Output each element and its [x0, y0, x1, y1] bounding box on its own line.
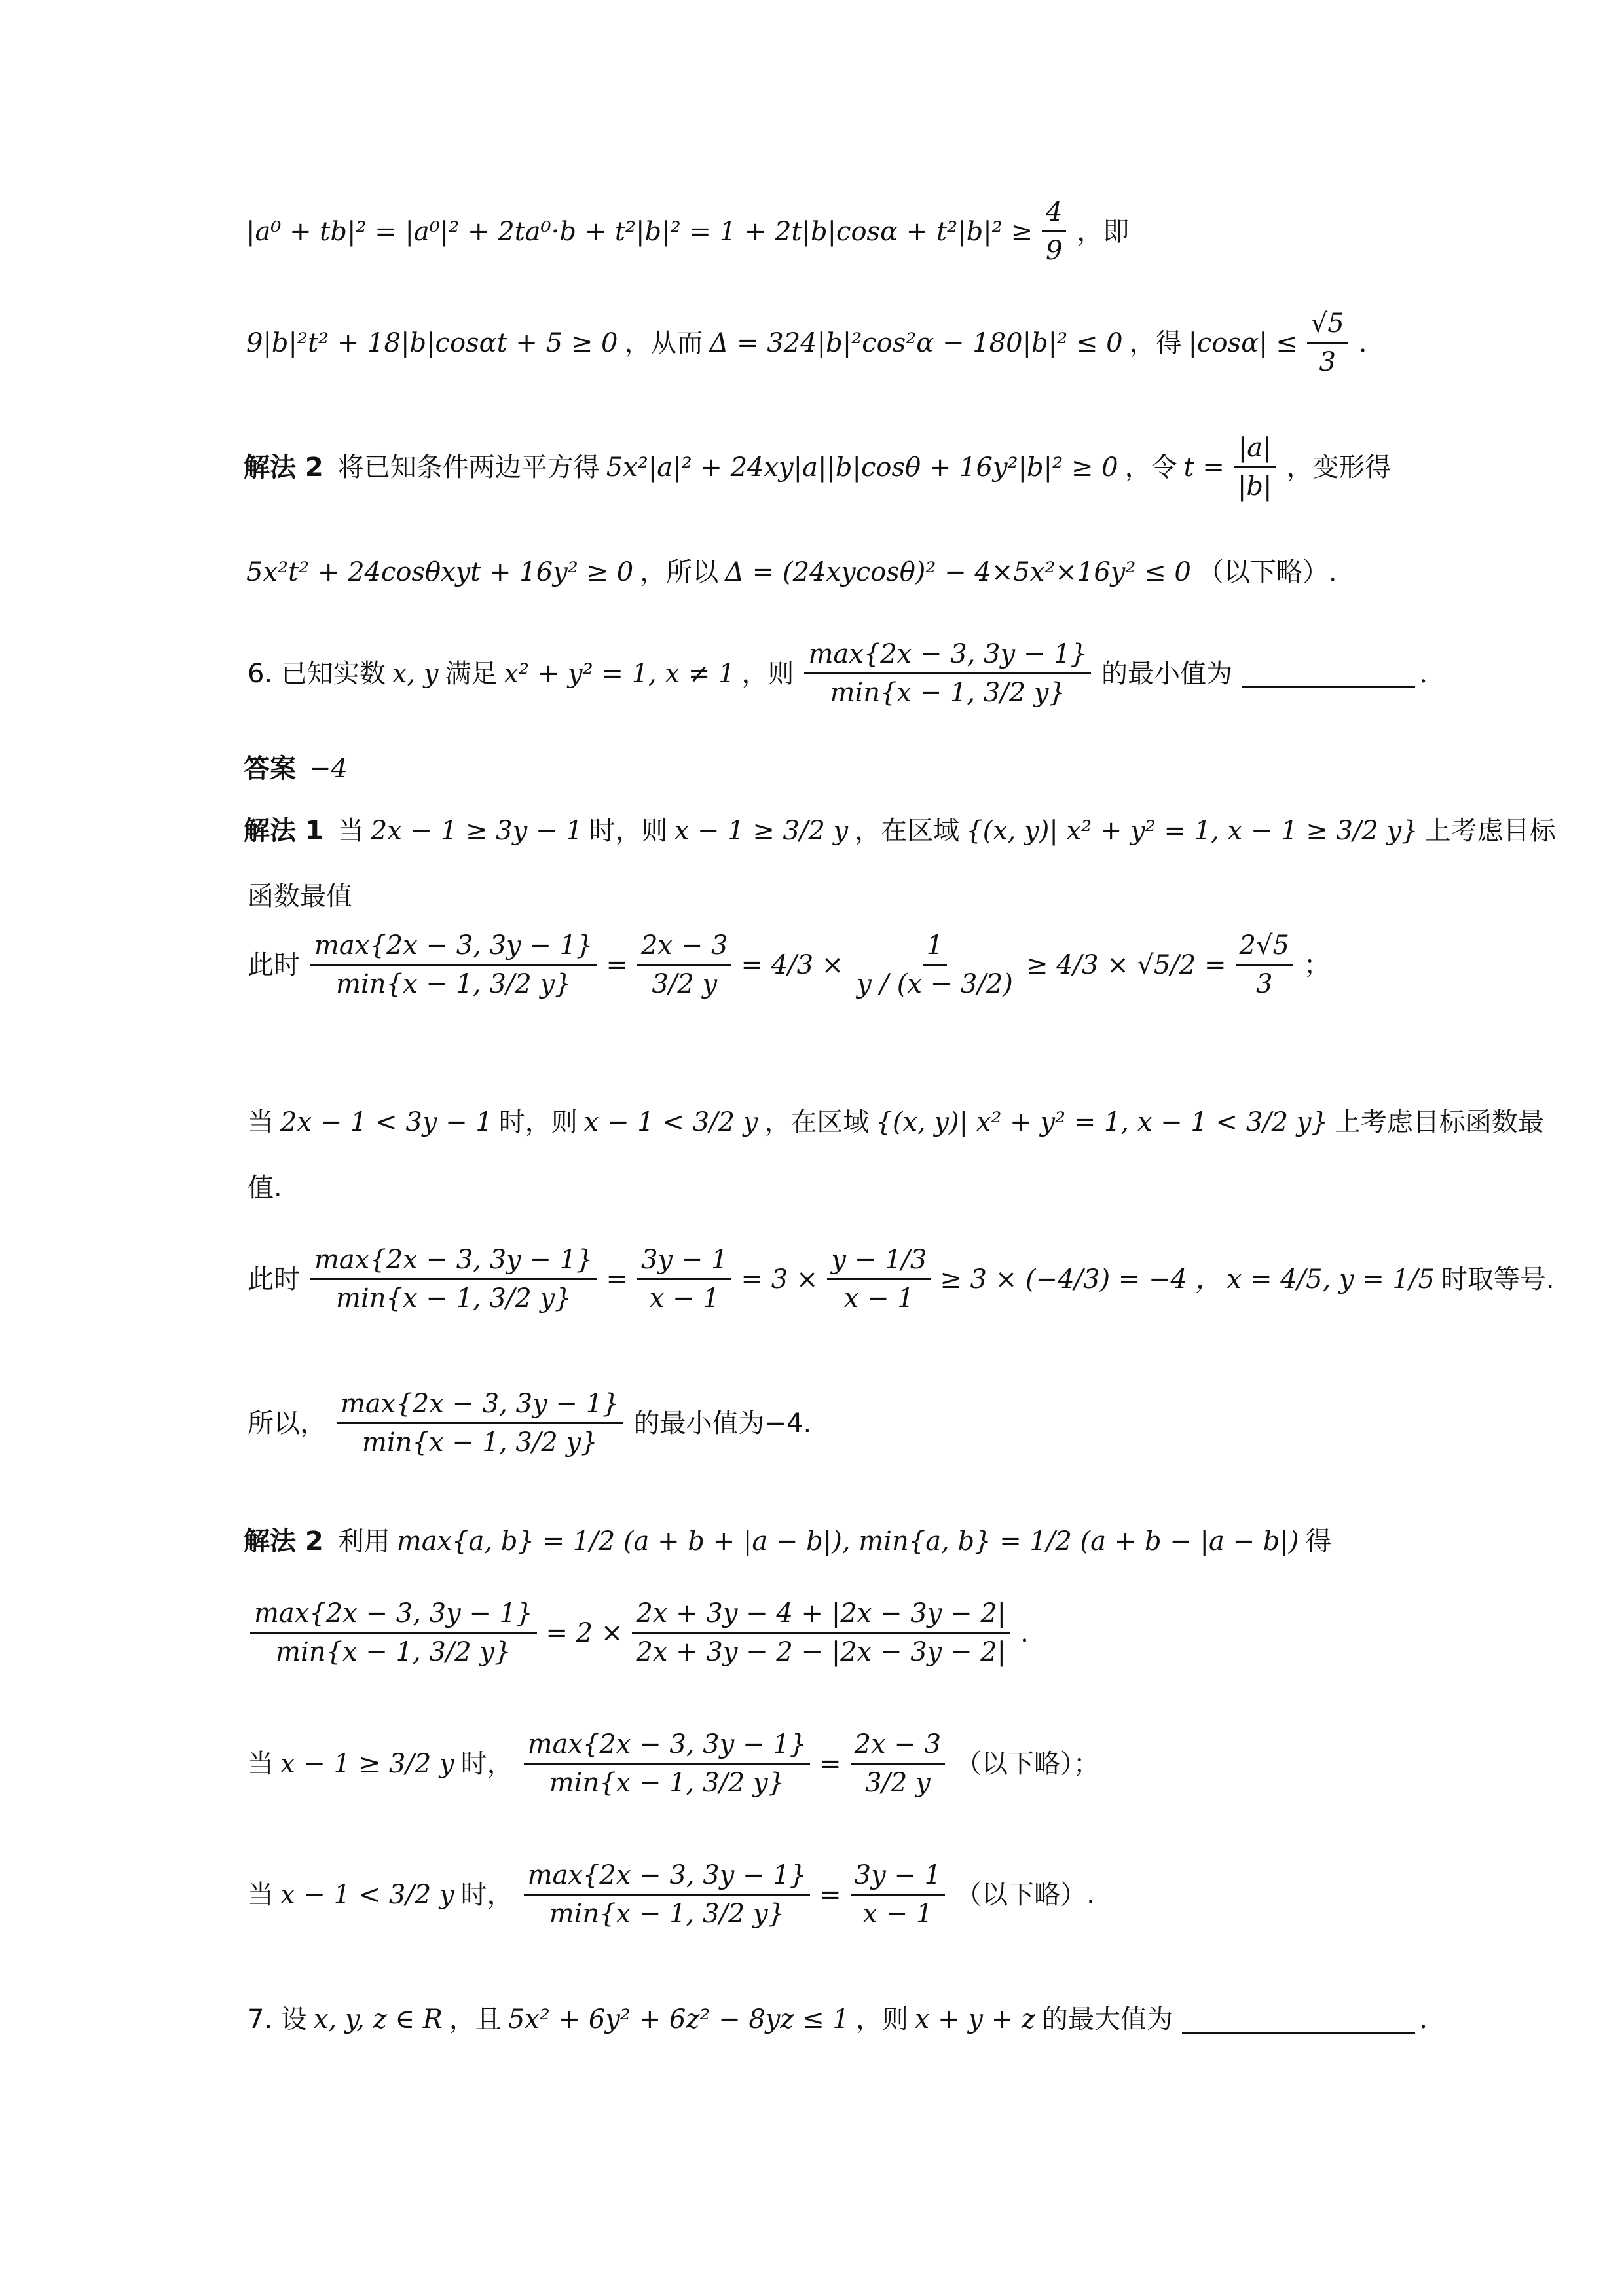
- solution-label: 解法 2: [244, 452, 323, 483]
- fraction: [337, 1388, 623, 1458]
- problem-6: [244, 638, 1428, 708]
- fraction: [1236, 930, 1293, 1000]
- fraction-denominator: min{x − 1, 3/2 y}: [362, 1427, 598, 1458]
- math-expression: |a⁰ + tb|² = |a⁰|² + 2ta⁰·b + t²|b|² = 1 + 2t|b|cosα + t²|b|² ≥: [246, 216, 1033, 247]
- fraction: [1307, 308, 1348, 378]
- math-expression: =: [819, 1748, 841, 1779]
- math-expression: 9|b|²t² + 18|b|cosαt + 5 ≥ 0: [246, 327, 618, 358]
- text: （以下略）.: [1197, 557, 1337, 587]
- fraction-denominator: 3/2 y: [652, 969, 718, 999]
- equation-line-12: [244, 1244, 1555, 1314]
- fraction-denominator: 9: [1045, 236, 1063, 266]
- math-expression: x² + y² = 1, x ≠ 1: [504, 658, 735, 689]
- fraction-denominator: min{x − 1, 3/2 y}: [549, 1768, 785, 1798]
- text: 得: [1305, 1526, 1332, 1556]
- fraction-denominator: 3/2 y: [864, 1768, 931, 1798]
- fraction-numerator: y − 1/3: [827, 1244, 931, 1280]
- text: 时，则: [498, 1107, 578, 1137]
- answer-label: 答案: [244, 754, 296, 784]
- fraction-denominator: min{x − 1, 3/2 y}: [336, 1283, 572, 1313]
- math-expression: t =: [1183, 452, 1225, 483]
- text: ，所以: [640, 557, 719, 587]
- math-expression: ≥ 3 × (−4/3) = −4 ，: [940, 1264, 1222, 1294]
- text: 满足: [445, 658, 498, 689]
- fraction: [524, 1729, 811, 1799]
- fraction-numerator: |a|: [1234, 432, 1276, 468]
- fraction-numerator: 3y − 1: [637, 1244, 731, 1280]
- fraction: [310, 930, 597, 1000]
- text: ；: [1303, 949, 1330, 980]
- fraction-denominator: x − 1: [862, 1899, 933, 1929]
- text: 当: [337, 816, 364, 846]
- equation-line-2: [244, 308, 1428, 378]
- text: 此时: [248, 949, 300, 980]
- math-expression: {(x, y)| x² + y² = 1, x − 1 < 3/2 y}: [876, 1107, 1328, 1137]
- text: ，即: [1077, 216, 1130, 247]
- fraction-denominator: min{x − 1, 3/2 y}: [276, 1637, 511, 1667]
- fraction-numerator: max{2x − 3, 3y − 1}: [310, 930, 597, 966]
- fraction-numerator: 2x + 3y − 4 + |2x − 3y − 2|: [632, 1598, 1010, 1634]
- math-expression: x − 1 ≥ 3/2 y: [674, 816, 849, 846]
- fraction: [524, 1860, 811, 1930]
- fraction-numerator: max{2x − 3, 3y − 1}: [804, 638, 1091, 674]
- math-expression: = 3 ×: [741, 1264, 819, 1294]
- fraction: [827, 1244, 931, 1314]
- fraction-denominator: 3: [1256, 969, 1273, 999]
- fraction-denominator: |b|: [1237, 471, 1272, 502]
- fraction: [632, 1598, 1010, 1668]
- math-expression: 5x²t² + 24cosθxyt + 16y² ≥ 0: [246, 557, 634, 587]
- math-expression: 2x − 1 < 3y − 1: [280, 1107, 492, 1137]
- text: 上考虑目标: [1424, 816, 1556, 846]
- fraction-numerator: 2x − 3: [637, 930, 731, 966]
- math-expression: =: [606, 949, 629, 980]
- fraction: [637, 930, 731, 1000]
- math-expression: x − 1 < 3/2 y: [280, 1879, 454, 1910]
- fraction-numerator: 4: [1042, 196, 1066, 232]
- text: 7. 设: [248, 2004, 307, 2034]
- math-expression: 5x² + 6y² + 6z² − 8yz ≤ 1: [507, 2004, 849, 2034]
- text: ，从而: [624, 327, 703, 358]
- equation-line-9: [244, 930, 1428, 1000]
- text: ，则: [741, 658, 794, 689]
- answer-line: [244, 753, 1428, 784]
- math-expression: Δ = 324|b|²cos²α − 180|b|² ≤ 0: [709, 327, 1123, 358]
- fraction: [310, 1244, 597, 1314]
- solution-2-intro: [244, 432, 1428, 502]
- fraction-numerator: max{2x − 3, 3y − 1}: [250, 1598, 537, 1634]
- text: 上考虑目标函数最: [1334, 1107, 1544, 1137]
- answer-value: −4: [309, 754, 348, 784]
- text: 当: [248, 1748, 274, 1779]
- text: （以下略）.: [955, 1879, 1095, 1910]
- fraction: [1234, 432, 1276, 502]
- math-expression: x, y, z ∈ R: [313, 2004, 443, 2034]
- text: 时，: [460, 1748, 513, 1779]
- math-expression: x, y: [392, 658, 439, 689]
- solution-label: 解法 2: [244, 1526, 323, 1556]
- math-expression: = 4/3 ×: [741, 949, 844, 980]
- solution-2-case-1: [244, 1729, 1428, 1799]
- text: （以下略）；: [955, 1748, 1100, 1779]
- problem-7: [244, 2004, 1428, 2035]
- text: .: [1358, 327, 1367, 358]
- math-expression: {(x, y)| x² + y² = 1, x − 1 ≥ 3/2 y}: [966, 816, 1418, 846]
- math-expression: x − 1 ≥ 3/2 y: [280, 1748, 454, 1779]
- text: 的最小值为: [1101, 658, 1232, 689]
- text: .: [1419, 2004, 1428, 2034]
- fraction: [250, 1598, 537, 1668]
- fraction-numerator: √5: [1307, 308, 1348, 344]
- math-expression: x + y + z: [914, 2004, 1035, 2034]
- fraction: [853, 930, 1017, 1000]
- text: 当: [248, 1107, 274, 1137]
- solution-1-case-1: [244, 815, 1556, 847]
- text: ，在区域: [855, 816, 960, 846]
- text: 6. 已知实数: [248, 658, 386, 689]
- fraction-numerator: max{2x − 3, 3y − 1}: [524, 1860, 811, 1896]
- solution-2-case-2: [244, 1860, 1428, 1930]
- fraction-numerator: 2x − 3: [851, 1729, 945, 1765]
- text: ，则: [855, 2004, 908, 2034]
- math-expression: x = 4/5, y = 1/5: [1227, 1264, 1435, 1294]
- text: .: [1419, 658, 1428, 689]
- text: 的最大值为: [1042, 2004, 1173, 2034]
- text: ，变形得: [1286, 452, 1392, 483]
- equation-line-15: [244, 1598, 1428, 1668]
- answer-blank: [1242, 659, 1415, 688]
- fraction-denominator: min{x − 1, 3/2 y}: [830, 678, 1065, 708]
- text: ，得: [1129, 327, 1182, 358]
- fraction-denominator: 2x + 3y − 2 − |2x − 3y − 2|: [636, 1637, 1006, 1667]
- fraction: [851, 1729, 945, 1799]
- fraction: [637, 1244, 731, 1314]
- math-expression: = 2 ×: [545, 1617, 623, 1648]
- fraction-numerator: max{2x − 3, 3y − 1}: [524, 1729, 811, 1765]
- text: 此时: [248, 1264, 300, 1294]
- math-expression: Δ = (24xycosθ)² − 4×5x²×16y² ≤ 0: [725, 557, 1191, 587]
- text: 值.: [248, 1173, 282, 1203]
- text: ，令: [1124, 452, 1177, 483]
- text: 时取等号.: [1441, 1264, 1555, 1294]
- text: .: [1020, 1617, 1029, 1648]
- math-expression: |cosα| ≤: [1188, 327, 1298, 358]
- fraction: [804, 638, 1091, 708]
- equation-line-1: [244, 196, 1428, 266]
- text: ，在区域: [764, 1107, 870, 1137]
- fraction-denominator: 3: [1319, 347, 1336, 377]
- fraction: [851, 1860, 945, 1930]
- text-line: [244, 1172, 1428, 1203]
- fraction-denominator: x − 1: [843, 1283, 914, 1313]
- text: 所以，: [248, 1408, 326, 1439]
- solution-2-method: [244, 1526, 1428, 1557]
- fraction-denominator: y / (x − 3/2): [857, 969, 1013, 999]
- math-expression: x − 1 < 3/2 y: [583, 1107, 758, 1137]
- equation-line-4: [244, 557, 1428, 588]
- math-expression: 2x − 1 ≥ 3y − 1: [370, 816, 583, 846]
- math-expression: 5x²|a|² + 24xy|a||b|cosθ + 16y²|b|² ≥ 0: [606, 452, 1118, 483]
- fraction-numerator: max{2x − 3, 3y − 1}: [310, 1244, 597, 1280]
- text: 的最小值为−4.: [633, 1408, 812, 1439]
- text: 时，: [460, 1879, 513, 1910]
- text: ，且: [449, 2004, 502, 2034]
- fraction-denominator: x − 1: [649, 1283, 720, 1313]
- text: 当: [248, 1879, 274, 1910]
- math-expression: =: [819, 1879, 841, 1910]
- math-expression: ≥ 4/3 × √5/2 =: [1025, 949, 1227, 980]
- text: 函数最值: [248, 881, 352, 911]
- fraction-denominator: min{x − 1, 3/2 y}: [549, 1899, 785, 1929]
- text-line: [244, 881, 1428, 912]
- solution-label: 解法 1: [244, 816, 323, 846]
- text: 时，则: [589, 816, 668, 846]
- fraction-numerator: max{2x − 3, 3y − 1}: [337, 1388, 623, 1424]
- answer-blank: [1182, 2006, 1415, 2034]
- math-expression: max{a, b} = 1/2 (a + b + |a − b|), min{a, b} = 1/2 (a + b − |a − b|): [396, 1526, 1299, 1556]
- text: 将已知条件两边平方得: [337, 452, 600, 483]
- solution-1-case-2: [244, 1107, 1544, 1138]
- math-expression: =: [606, 1264, 629, 1294]
- fraction-denominator: min{x − 1, 3/2 y}: [336, 969, 572, 999]
- fraction-numerator: 1: [923, 930, 947, 966]
- conclusion-line: [244, 1388, 1428, 1458]
- fraction-numerator: 2√5: [1236, 930, 1293, 966]
- fraction: [1042, 196, 1066, 266]
- text: 利用: [337, 1526, 390, 1556]
- fraction-numerator: 3y − 1: [851, 1860, 945, 1896]
